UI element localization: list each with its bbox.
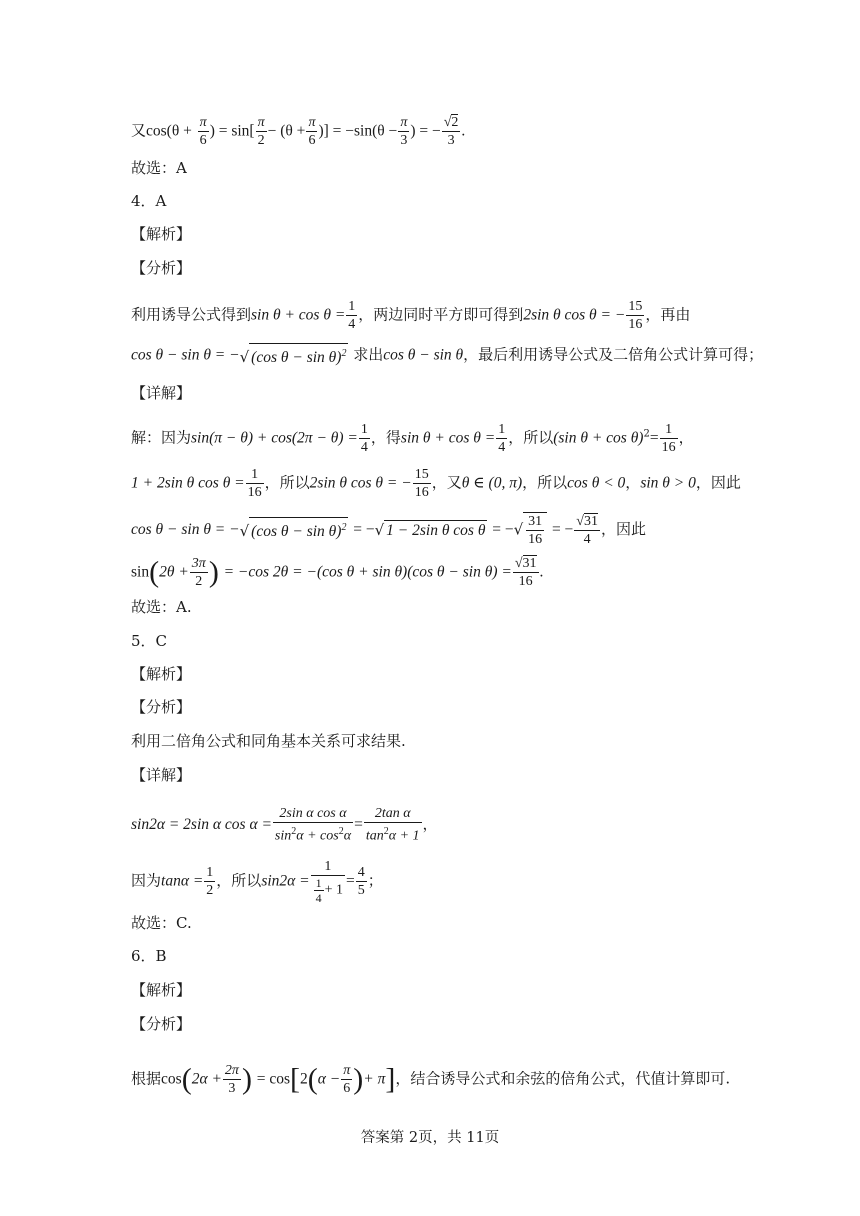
sqrt: √ 1 − 2sin θ cos θ — [374, 520, 486, 539]
math: = — [354, 815, 363, 833]
q5-equation1 — [131, 805, 438, 845]
math: 2α + — [191, 1070, 222, 1088]
fraction — [314, 876, 324, 905]
den: 4 — [583, 531, 591, 547]
q4-analysis-line2 — [131, 343, 763, 368]
fraction — [660, 421, 678, 456]
q3-choice: 故选：A — [131, 159, 187, 177]
num: π — [257, 115, 265, 130]
den: 16 — [528, 532, 543, 547]
radicand: 1 − 2sin θ cos θ — [386, 521, 486, 539]
num: 1 — [315, 876, 322, 890]
den: 4 — [315, 891, 322, 905]
fraction: $\frac{\text{2tan α}}{\tan^2\alpha + 1}$ — [365, 806, 420, 844]
q4-solution-line1: 解：因为sin(π − θ) + cos(2π − θ) = $\frac{1}{4}$ ，得sin θ + cos θ = $\frac{1}{4}$ ，所以(sin θ + cos θ)$^2$= $\frac{1}{16}$ ， — [131, 422, 694, 455]
text: ， — [625, 473, 641, 492]
fraction — [526, 513, 544, 548]
q4-solution-line3 — [131, 512, 646, 548]
text: (cos θ − sin θ) — [251, 349, 342, 367]
den: 16 — [661, 440, 676, 455]
num: π — [343, 1063, 351, 1078]
den: 4 — [498, 440, 506, 455]
num: 31 — [583, 513, 598, 529]
num: 4 — [357, 865, 365, 880]
q4-fenxi-heading: 【分析】 — [131, 259, 192, 277]
fraction — [413, 466, 431, 501]
math: = − — [551, 521, 574, 538]
text: ，再由 — [645, 305, 691, 324]
math: = cos — [256, 1070, 290, 1088]
math: = − — [492, 521, 514, 538]
sqrt: √ (cos θ − sin θ)$^2$ — [240, 343, 349, 368]
den: 4 — [348, 317, 356, 332]
fraction — [398, 114, 409, 149]
den: 2 — [206, 883, 214, 898]
text: ，因此 — [695, 473, 741, 492]
math: sin θ > 0 — [640, 474, 696, 492]
fraction — [311, 858, 345, 905]
den: 2 — [195, 574, 203, 589]
text: ，最后利用诱导公式及二倍角公式计算可得； — [463, 345, 764, 364]
math: sin θ + cos θ = — [400, 429, 496, 447]
text: ， — [422, 814, 438, 833]
math: = — [649, 429, 659, 447]
q4-number: 4．A — [131, 192, 167, 210]
den: α + 1 — [388, 828, 420, 844]
fraction: $\frac{√2}{3}$ — [443, 115, 459, 148]
q5-analysis: 利用二倍角公式和同角基本关系可求结果. — [131, 732, 406, 750]
q6-analysis: 根据cos(2α + $\frac{2\pi}{3}$ ) = cos[2(α − $\frac{\pi}{6}$ )+ π]，结合诱导公式和余弦的倍角公式，代值计算即可. — [131, 1062, 731, 1096]
math: )] = −sin(θ − — [318, 122, 398, 140]
math: cos θ − sin θ = − — [131, 521, 240, 538]
num: 1 — [498, 422, 506, 437]
text: 解：因为 — [131, 428, 192, 447]
q6-jiexi-heading: 【解析】 — [131, 981, 192, 999]
den: 6 — [308, 133, 316, 148]
text: + 1 — [324, 882, 344, 898]
den: 6 — [343, 1081, 351, 1096]
math: ) = − — [410, 122, 441, 140]
q4-choice: 故选：A. — [131, 598, 192, 616]
num: 2 — [451, 115, 459, 130]
q4-analysis-line1 — [131, 298, 690, 333]
q6-fenxi-heading: 【分析】 — [131, 1015, 192, 1033]
sqrt: √ $\frac{31}{16}$ — [514, 512, 548, 548]
math: cos(θ + — [146, 122, 192, 140]
math: 2sin θ cos θ = − — [523, 306, 626, 324]
fraction — [256, 114, 267, 149]
radicand: (cos θ − sin θ)$^2$ — [249, 517, 348, 542]
fraction — [223, 1062, 241, 1097]
num: 2sin α cos α — [279, 806, 347, 821]
q5-fenxi-heading: 【分析】 — [131, 698, 192, 716]
text: ，得 — [370, 428, 401, 447]
den: α — [343, 828, 352, 844]
page-footer: 答案第 2页，共 11页 — [360, 1130, 500, 1146]
math: = — [346, 872, 355, 890]
num: 2tan α — [374, 806, 411, 821]
text: (cos θ − sin θ) — [251, 523, 342, 541]
q4-solution-line2 — [131, 466, 741, 501]
math: sin — [131, 563, 150, 581]
text: ，因此 — [600, 520, 646, 538]
den: tan — [365, 828, 384, 844]
q5-choice: 故选：C. — [131, 914, 192, 932]
math: 2 — [300, 1070, 308, 1088]
math: − (θ + — [267, 122, 306, 140]
text: ，又 — [431, 473, 462, 492]
text: ，所以 — [264, 473, 310, 492]
num: 1 — [660, 421, 678, 439]
den: 16 — [414, 485, 429, 500]
q4-jiexi-heading: 【解析】 — [131, 225, 192, 243]
q5-number: 5．C — [131, 632, 168, 650]
den: 3 — [447, 133, 455, 148]
q5-xiangjie-heading: 【详解】 — [131, 766, 192, 784]
math: ) = sin[ — [209, 122, 255, 140]
fraction — [204, 864, 215, 899]
den: 2 — [257, 133, 265, 148]
text: ，所以 — [508, 428, 554, 447]
num: 1 — [360, 422, 368, 437]
math: . — [461, 122, 466, 140]
num: 15 — [628, 299, 643, 314]
math: 2sin θ cos θ = − — [309, 474, 412, 492]
fraction — [306, 114, 317, 149]
den: 3 — [400, 133, 408, 148]
den: sin — [274, 828, 292, 844]
text: 求出 — [353, 345, 384, 364]
text: 利用诱导公式得到 — [131, 305, 252, 324]
q5-equation2 — [131, 858, 383, 905]
num: π — [308, 115, 316, 130]
math: cos θ − sin θ — [383, 346, 464, 364]
fraction — [246, 466, 264, 501]
den: 16 — [518, 574, 533, 589]
fraction — [346, 298, 357, 333]
math: cos — [161, 1070, 182, 1088]
num: 1 — [246, 466, 264, 484]
num: 3π — [191, 556, 206, 571]
text: 又 — [131, 121, 147, 140]
math: cos θ < 0 — [567, 474, 626, 492]
math: sin2α = 2sin α cos α = — [131, 815, 272, 833]
math: θ ∈ (0, π) — [461, 474, 523, 492]
math: sin θ + cos θ = — [251, 306, 346, 324]
q3-result-equation — [131, 114, 465, 149]
text: ，结合诱导公式和余弦的倍角公式，代值计算即可. — [395, 1069, 731, 1088]
fraction — [359, 421, 370, 456]
math: sin(π − θ) + cos(2π − θ) = — [191, 429, 358, 447]
fraction: $\frac{√31}{4}$ — [576, 513, 598, 547]
math: 1 + 2sin θ cos θ = — [131, 474, 245, 492]
text: 因为 — [131, 871, 162, 890]
radicand — [523, 512, 547, 548]
math: sin2α = — [261, 872, 310, 890]
fraction — [198, 114, 209, 149]
math: = − — [353, 521, 375, 538]
num: 1 — [311, 858, 345, 876]
den: 6 — [199, 133, 207, 148]
text: 根据 — [131, 1069, 162, 1088]
fraction — [356, 864, 367, 899]
math: . — [539, 563, 544, 581]
num: π — [199, 115, 207, 130]
text: ，两边同时平方即可得到 — [358, 305, 524, 324]
math: cos θ − sin θ = − — [131, 346, 240, 364]
num: 15 — [414, 467, 429, 482]
text: ； — [367, 871, 383, 890]
math: tanα = — [161, 872, 204, 890]
num: 31 — [522, 556, 537, 571]
fraction — [190, 555, 208, 590]
radicand: (cos θ − sin θ)$^2$ — [249, 343, 348, 368]
fraction — [626, 298, 644, 333]
den: 3 — [228, 1081, 236, 1096]
math: α − — [317, 1070, 341, 1088]
math: + π — [363, 1070, 386, 1088]
sqrt: √ (cos θ − sin θ)$^2$ — [240, 517, 349, 542]
fraction: $\frac{√31}{16}$ — [514, 556, 537, 589]
math: = −cos 2θ = −(cos θ + sin θ)(cos θ − sin θ) = — [223, 563, 512, 581]
den: α + cos — [296, 828, 339, 844]
text: ， — [678, 428, 694, 447]
num: 1 — [348, 299, 356, 314]
text: ，所以 — [522, 473, 568, 492]
q4-solution-line4: sin(2θ + $\frac{3\pi}{2}$ ) = −cos 2θ = −(cos θ + sin θ)(cos θ − sin θ) = $\frac{√31}{16}$ . — [131, 555, 544, 589]
den: 16 — [628, 317, 643, 332]
q4-xiangjie-heading: 【详解】 — [131, 384, 192, 402]
text: ，所以 — [216, 871, 262, 890]
fraction — [496, 421, 507, 456]
den: 16 — [247, 485, 262, 500]
den: 4 — [360, 440, 368, 455]
fraction: $\frac{\text{2sin α cos α}}{\sin^2\alpha + \cos^2\alpha}$ — [274, 806, 352, 844]
num: 1 — [206, 865, 214, 880]
fraction — [341, 1062, 352, 1097]
num: 2π — [224, 1063, 239, 1078]
num: π — [400, 115, 408, 130]
math: (sin θ + cos θ) — [553, 429, 644, 447]
q6-number: 6．B — [131, 947, 167, 965]
math: 2θ + — [159, 563, 189, 581]
q5-jiexi-heading: 【解析】 — [131, 665, 192, 683]
den: 5 — [357, 883, 365, 898]
num: 31 — [528, 514, 543, 529]
